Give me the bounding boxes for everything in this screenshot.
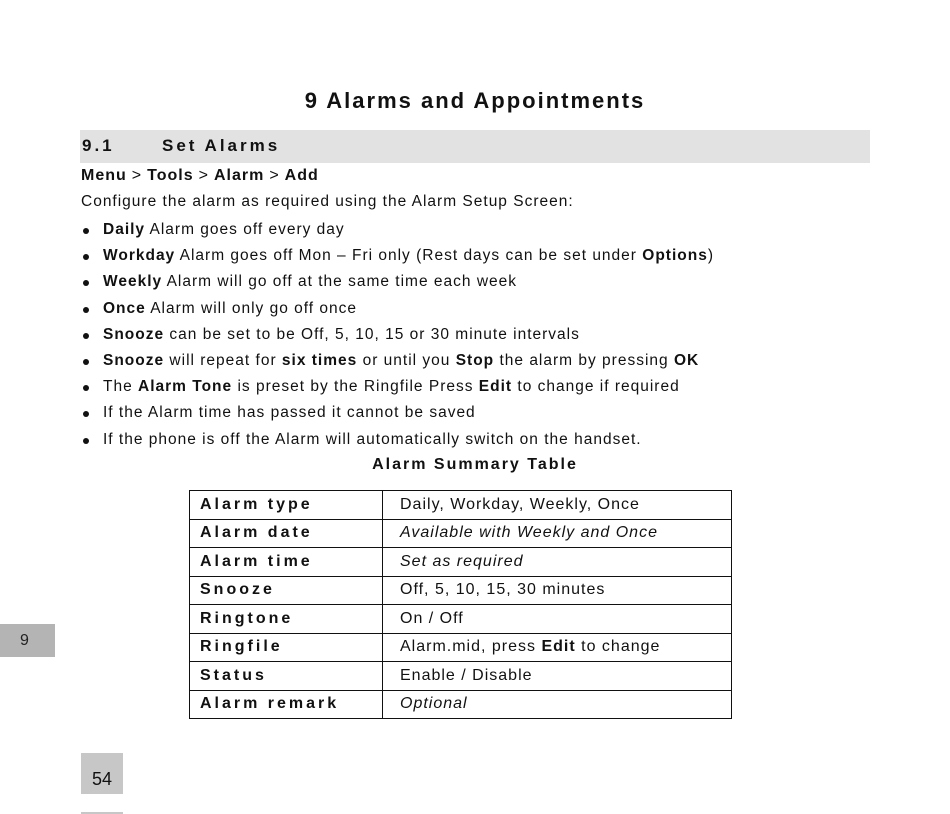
table-row — [190, 491, 732, 520]
breadcrumb-item-add: Add — [284, 167, 319, 184]
bullet-text: Alarm will only go off once — [145, 299, 357, 317]
table-row — [190, 690, 732, 719]
bullet-term: Stop — [455, 351, 495, 369]
table-row — [190, 605, 732, 634]
bullet-term: OK — [673, 351, 700, 369]
row-value: Optional — [383, 690, 732, 719]
row-value: On / Off — [383, 605, 732, 634]
row-value-term: Edit — [541, 638, 576, 656]
row-value: Set as required — [383, 548, 732, 577]
list-item — [81, 428, 714, 454]
list-item — [81, 244, 714, 270]
breadcrumb-separator: > — [269, 167, 280, 184]
list-item — [81, 218, 714, 244]
list-item — [81, 297, 714, 323]
breadcrumb-item-alarm: Alarm — [213, 167, 265, 184]
bullet-text: Alarm goes off Mon – Fri only (Rest days can be set under — [175, 247, 643, 265]
breadcrumb-separator: > — [198, 167, 209, 184]
table-row — [190, 662, 732, 691]
bullet-term: Weekly — [103, 273, 163, 291]
row-value: Off, 5, 10, 15, 30 minutes — [383, 576, 732, 605]
bullet-text: Alarm will go off at the same time each week — [162, 273, 517, 291]
bullet-term: Snooze — [103, 325, 165, 343]
list-item — [81, 323, 714, 349]
alarm-options-list — [81, 218, 714, 454]
row-value: Available with Weekly and Once — [383, 519, 732, 548]
row-label: Alarm remark — [190, 690, 383, 719]
alarm-summary-table — [189, 490, 732, 719]
list-item — [81, 349, 714, 375]
breadcrumb — [81, 167, 319, 185]
bullet-text: can be set to be Off, 5, 10, 15 or 30 minute intervals — [164, 325, 580, 343]
breadcrumb-item-menu: Menu — [81, 167, 127, 184]
bullet-text: If the Alarm time has passed it cannot be saved — [103, 404, 476, 422]
bullet-text: will repeat for — [164, 351, 282, 369]
breadcrumb-item-tools: Tools — [147, 167, 194, 184]
bullet-term: Edit — [478, 378, 513, 396]
row-label: Ringtone — [190, 605, 383, 634]
row-label: Alarm type — [190, 491, 383, 520]
bullet-text: is preset by the Ringfile Press — [232, 378, 479, 396]
bullet-text: Alarm goes off every day — [145, 221, 345, 238]
bullet-text: If the phone is off the Alarm will automatically switch on the handset. — [103, 430, 642, 448]
table-row — [190, 519, 732, 548]
bullet-text: ) — [707, 247, 715, 265]
bullet-text: The — [103, 378, 139, 396]
row-label: Status — [190, 662, 383, 691]
row-value: Daily, Workday, Weekly, Once — [383, 491, 732, 520]
table-row — [190, 548, 732, 577]
row-value-text: Alarm.mid, press — [400, 638, 542, 656]
page-number: 54 — [81, 753, 123, 794]
bullet-term: Workday — [103, 247, 176, 265]
bullet-term: six times — [281, 351, 358, 369]
bullet-term: Daily — [103, 221, 146, 238]
list-item — [81, 401, 714, 427]
bullet-term: Snooze — [103, 351, 165, 369]
table-row — [190, 633, 732, 662]
bullet-term: Options — [642, 247, 708, 265]
bullet-term: Alarm Tone — [138, 378, 233, 396]
list-item — [81, 375, 714, 401]
row-label: Alarm date — [190, 519, 383, 548]
row-value: Enable / Disable — [383, 662, 732, 691]
chapter-title: 9 Alarms and Appointments — [304, 88, 646, 113]
table-title: Alarm Summary Table — [372, 456, 578, 473]
table-row — [190, 576, 732, 605]
section-number: 9.1 — [82, 136, 115, 155]
intro-text: Configure the alarm as required using the Alarm Setup Screen: — [81, 193, 574, 210]
row-label: Ringfile — [190, 633, 383, 662]
section-title: Set Alarms — [162, 136, 281, 155]
section-header — [80, 130, 870, 163]
bullet-term: Once — [103, 299, 146, 317]
list-item — [81, 270, 714, 296]
row-value-text: to change — [575, 638, 661, 656]
row-label: Alarm time — [190, 548, 383, 577]
bullet-text: or until you — [357, 351, 456, 369]
bullet-text: to change if required — [512, 378, 680, 396]
breadcrumb-separator: > — [131, 167, 143, 184]
row-value — [383, 633, 732, 662]
bullet-text: the alarm by pressing — [494, 351, 674, 369]
chapter-side-tab: 9 — [0, 624, 55, 657]
row-label: Snooze — [190, 576, 383, 605]
